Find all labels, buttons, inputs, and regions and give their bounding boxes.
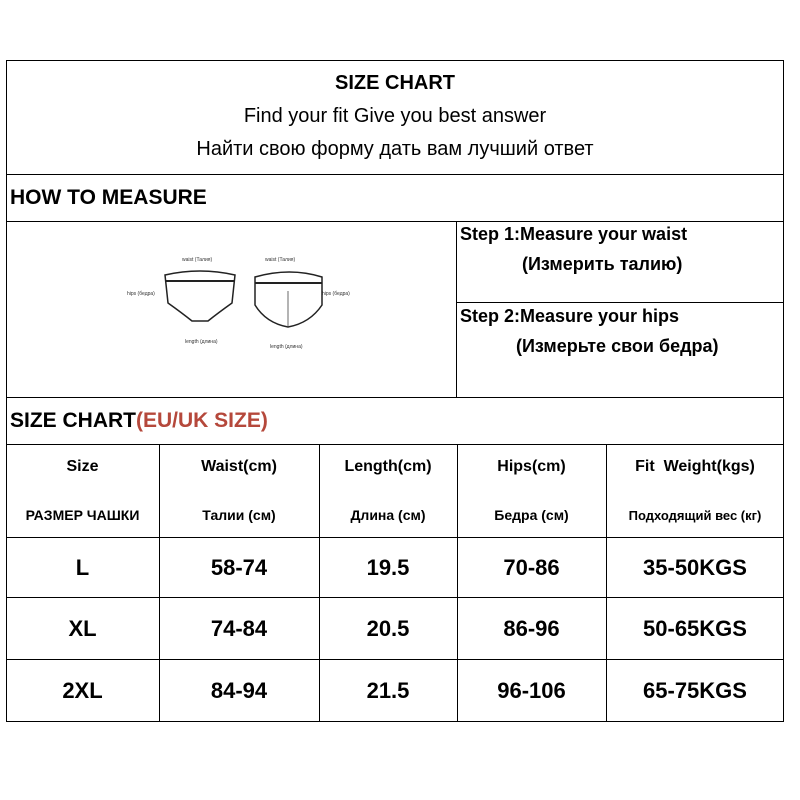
length-label: length (длина) [185, 339, 218, 345]
table-cell-size: L [75, 554, 90, 580]
step2-ru: (Измерьте свои бедра) [516, 336, 719, 356]
table-cell-waist: 58-74 [210, 554, 268, 580]
table-cell-waist: 84-94 [210, 677, 268, 703]
size-chart-heading-accent: (EU/UK SIZE) [136, 409, 268, 432]
waist-label: waist (Талия) [265, 257, 296, 263]
column-header-weight-ru: Подходящий вес (кг) [628, 507, 762, 523]
chart-title: SIZE CHART [335, 71, 455, 94]
table-cell-hips: 70-86 [503, 554, 560, 580]
column-header-hips-ru: Бедра (см) [494, 507, 569, 523]
divider [456, 221, 457, 397]
table-cell-length: 21.5 [366, 677, 410, 703]
column-header-waist: Waist(cm) [201, 458, 277, 475]
table-cell-size: 2XL [62, 677, 103, 703]
table-cell-weight: 35-50KGS [643, 554, 747, 580]
waist-label: waist (Талия) [182, 257, 213, 263]
column-header-length: Length(cm) [344, 458, 432, 475]
column-header-weight: Fit Weight(kgs) [635, 458, 755, 475]
step1-ru: (Измерить талию) [522, 254, 683, 274]
hips-label: hips (бедра) [322, 291, 350, 297]
subtitle-ru: Найти свою форму дать вам лучший ответ [196, 137, 594, 160]
how-to-measure-heading: HOW TO MEASURE [10, 186, 207, 209]
table-cell-weight: 65-75KGS [643, 677, 747, 703]
size-chart-heading-main: SIZE CHART [10, 409, 136, 432]
column-header-length-ru: Длина (см) [350, 507, 426, 523]
divider [6, 397, 784, 398]
divider [6, 444, 784, 445]
subtitle-en: Find your fit Give you best answer [243, 104, 547, 127]
column-header-size-ru: РАЗМЕР ЧАШКИ [25, 507, 140, 523]
measure-diagram [110, 245, 370, 355]
table-cell-hips: 96-106 [497, 677, 566, 703]
table-cell-waist: 74-84 [210, 615, 268, 641]
divider [456, 302, 784, 303]
step1-en: Step 1:Measure your waist [460, 224, 688, 244]
column-header-waist-ru: Талии (см) [202, 507, 276, 523]
column-header-hips: Hips(cm) [497, 458, 566, 475]
size-chart-heading [6, 399, 784, 443]
table-cell-size: XL [68, 615, 97, 641]
table-cell-weight: 50-65KGS [643, 615, 747, 641]
step2-en: Step 2:Measure your hips [460, 306, 680, 326]
table-cell-hips: 86-96 [503, 615, 560, 641]
table-cell-length: 20.5 [366, 615, 410, 641]
hips-label: hips (бедра) [127, 291, 155, 297]
length-label: length (длина) [270, 344, 303, 350]
divider [6, 221, 784, 222]
table-cell-length: 19.5 [366, 554, 410, 580]
divider [6, 174, 784, 175]
column-header-size: Size [66, 458, 99, 475]
